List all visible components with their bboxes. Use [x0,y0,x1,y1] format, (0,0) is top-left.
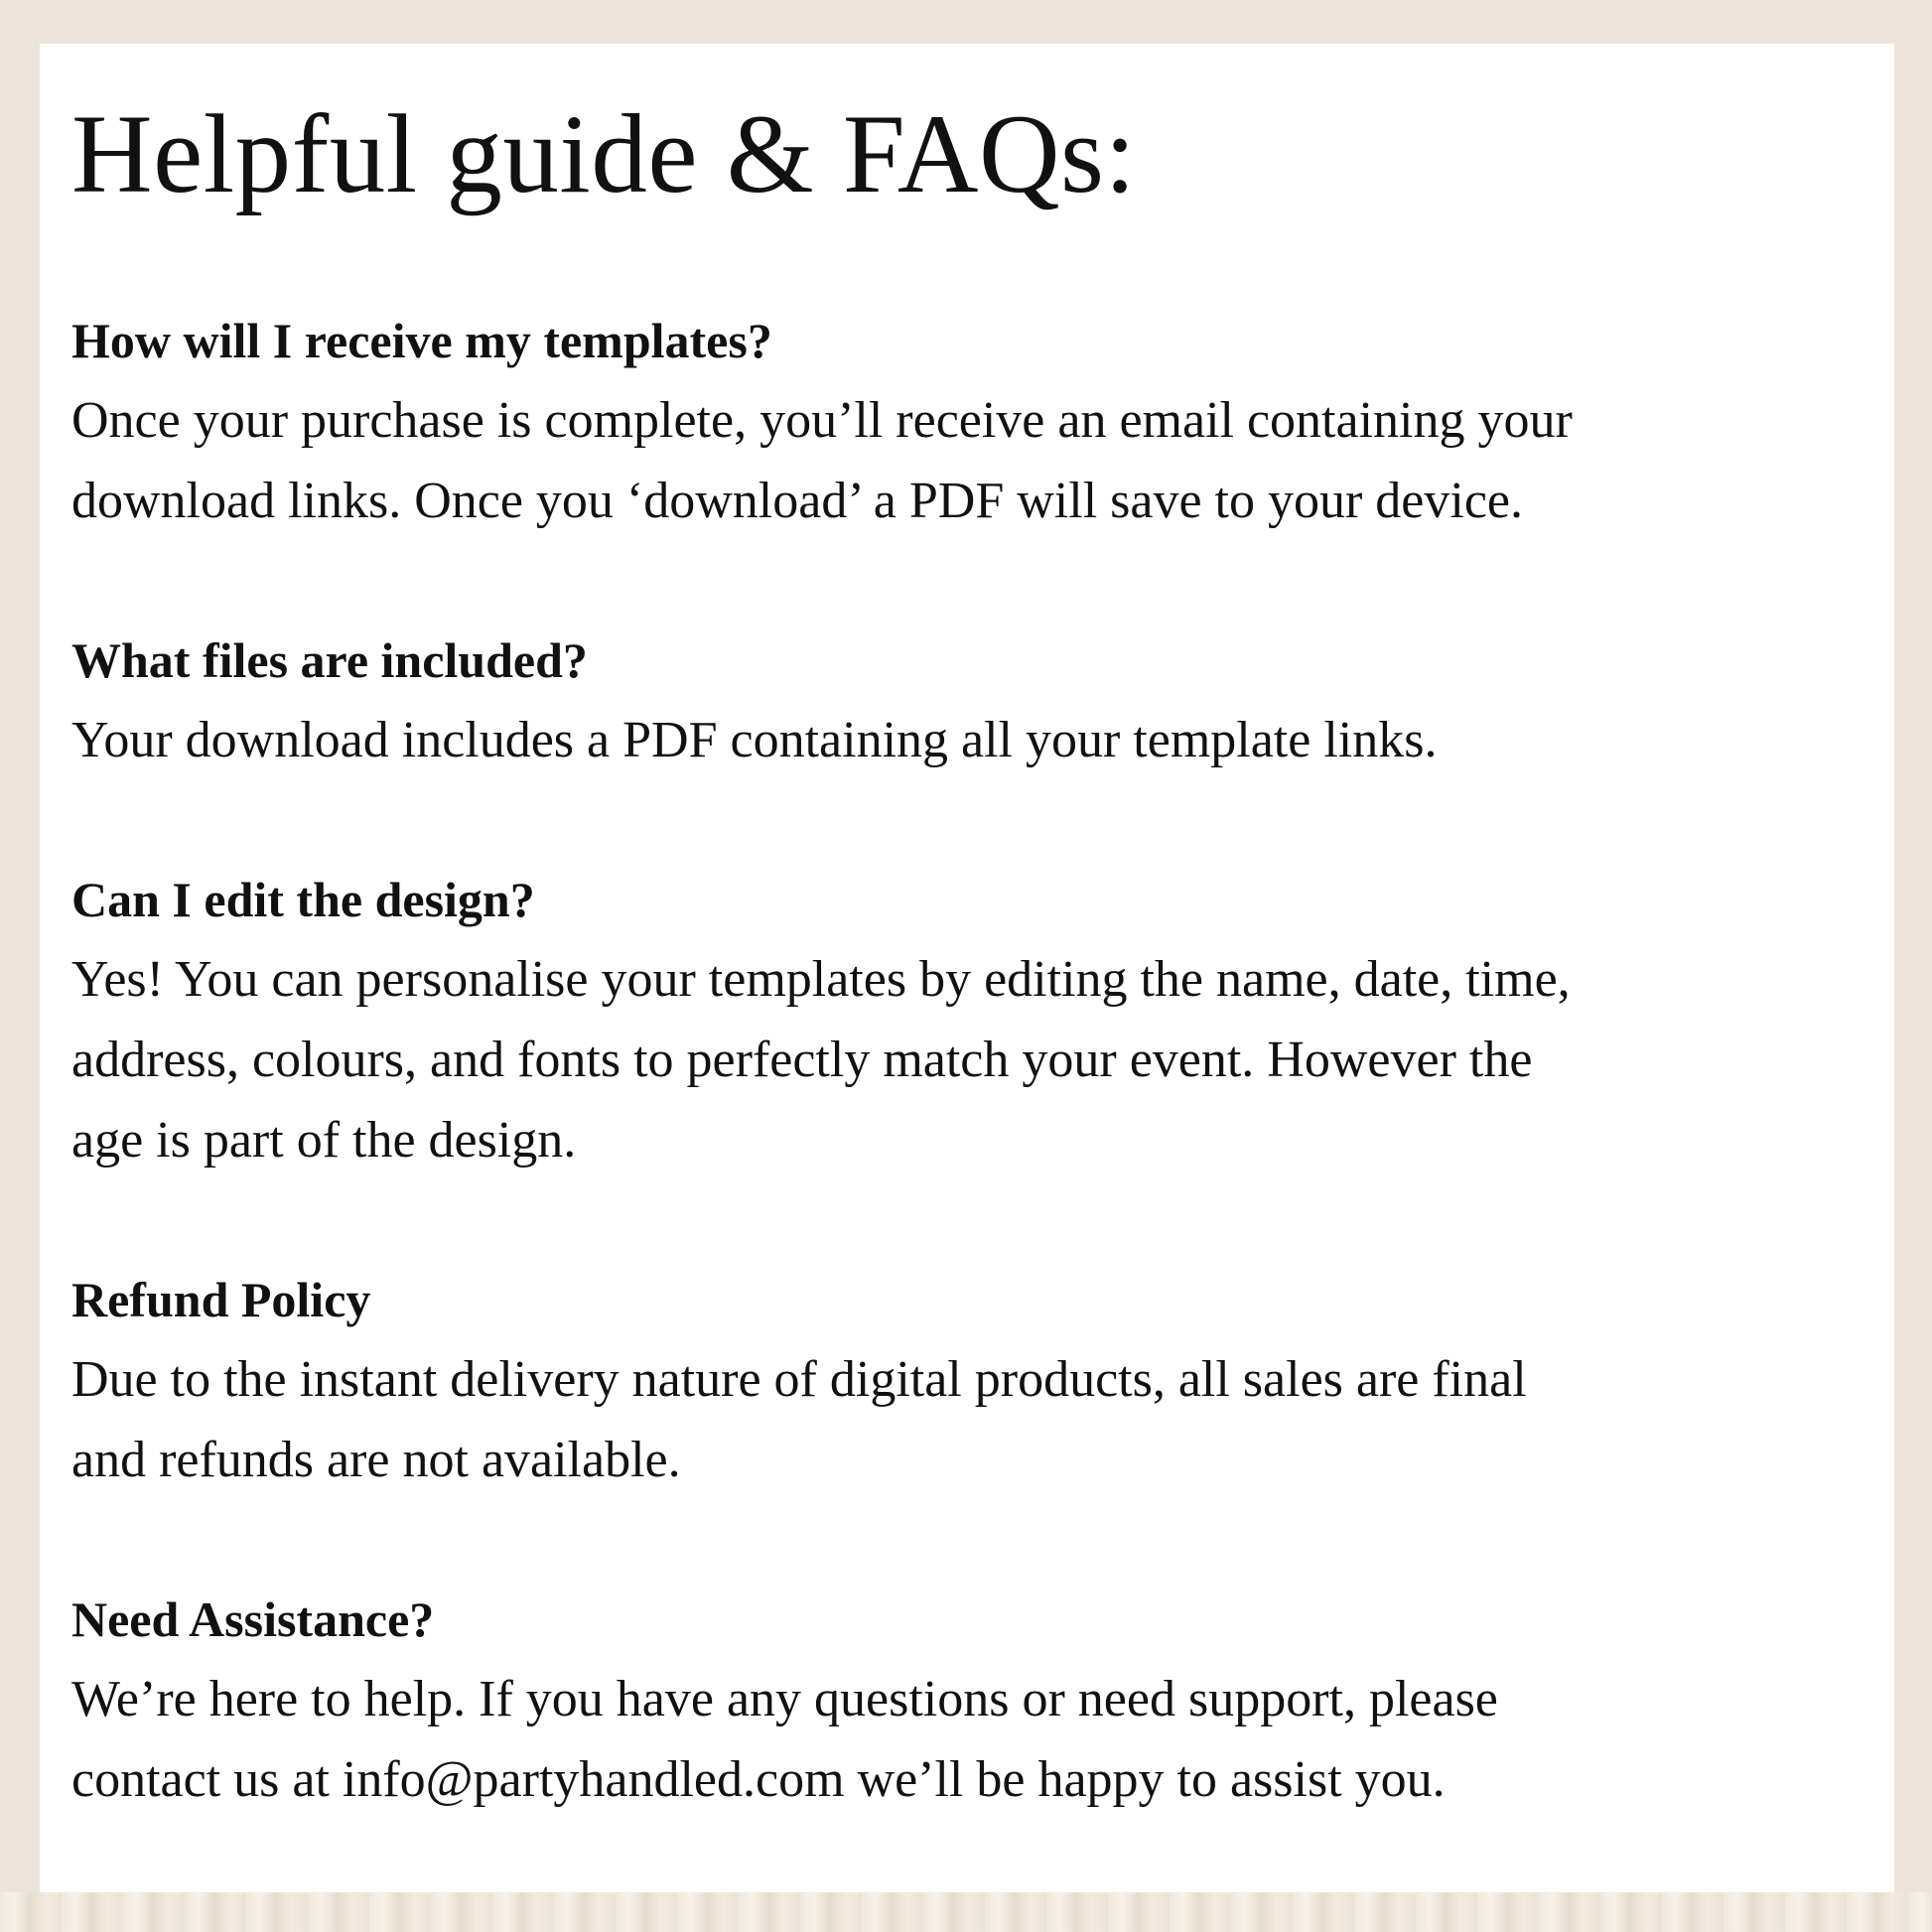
answer-line: Yes! You can personalise your templates by editing the name, date, time, [71,951,1571,1008]
faq-question: How will I receive my templates? [71,313,772,368]
answer-line: Once your purchase is complete, you’ll receive an email containing your [71,392,1573,449]
backdrop-curtain [0,1892,1932,1932]
faq-question: Refund Policy [71,1272,371,1327]
faq-item-files-included [71,621,1894,780]
faq-item-refund-policy [71,1260,1894,1500]
faq-question: Can I edit the design? [71,872,535,927]
faq-card [40,44,1894,1892]
faq-item-need-assistance [71,1580,1894,1820]
faq-answer [71,1339,1859,1500]
answer-line: age is part of the design. [71,1112,577,1169]
faq-answer [71,1659,1859,1820]
answer-line: and refunds are not available. [71,1432,681,1488]
faq-answer [71,700,1859,780]
faq-item-receive-templates [71,301,1894,541]
answer-line: download links. Once you ‘download’ a PDF will save to your device. [71,473,1523,529]
answer-line: address, colours, and fonts to perfectly match your event. However the [71,1032,1533,1088]
page-title: Helpful guide & FAQs: [71,92,1137,216]
faq-question: Need Assistance? [71,1591,435,1647]
answer-line: contact us at info@partyhandled.com we’ll be happy to assist you. [71,1751,1446,1808]
answer-line: Due to the instant delivery nature of digital products, all sales are final [71,1351,1527,1408]
faq-item-edit-design [71,860,1894,1180]
answer-line: We’re here to help. If you have any questions or need support, please [71,1671,1498,1727]
faq-answer [71,939,1859,1180]
faq-question: What files are included? [71,632,588,688]
faq-list [71,301,1894,1820]
faq-answer [71,380,1859,541]
answer-line: Your download includes a PDF containing all your template links. [71,712,1438,768]
